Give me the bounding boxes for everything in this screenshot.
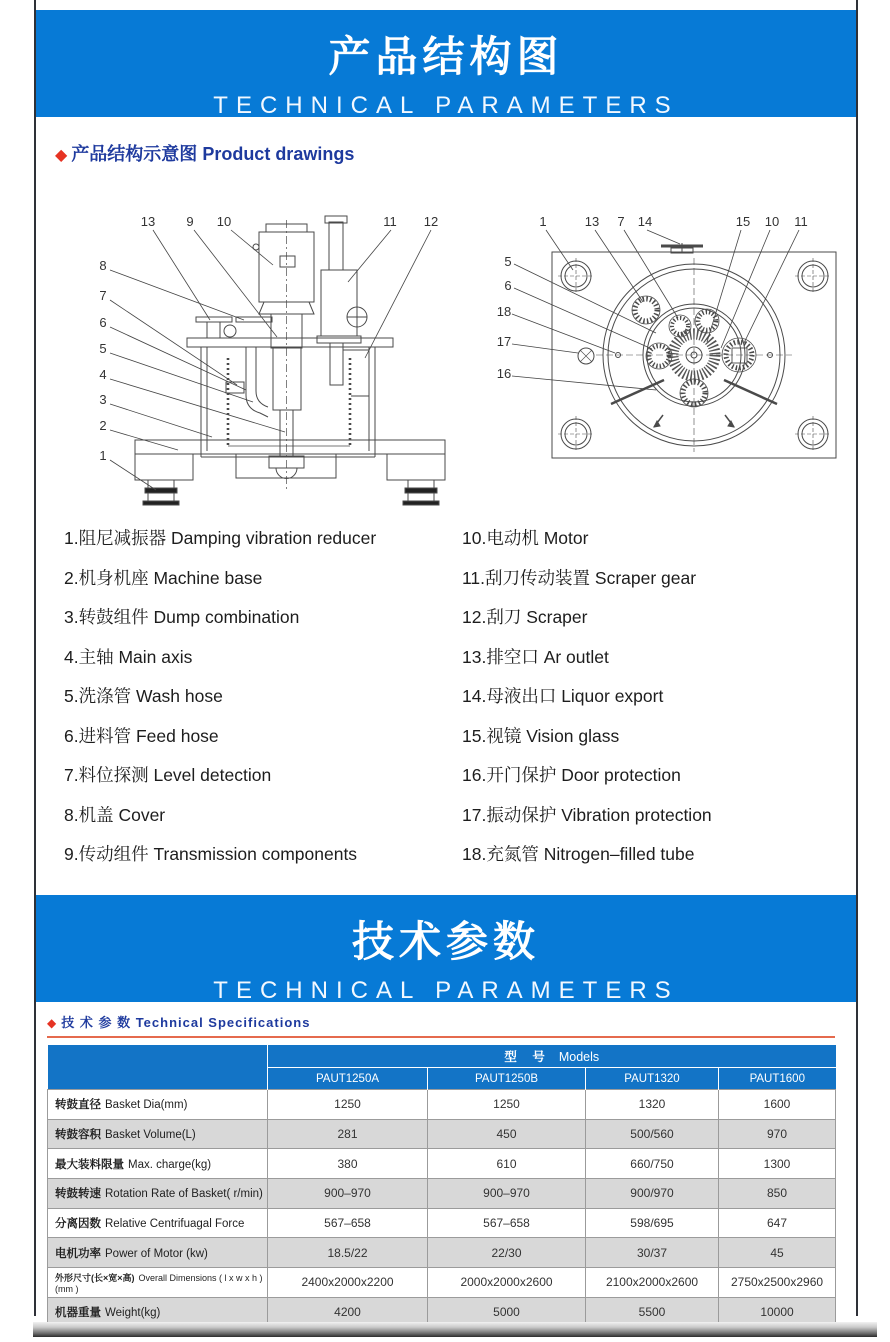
spec-value: 1300 — [719, 1149, 836, 1179]
spec-value: 2750x2500x2960 — [719, 1268, 836, 1298]
spec-value: 1320 — [586, 1090, 719, 1120]
drawing-label: 14 — [637, 214, 653, 229]
spec-value: 45 — [719, 1238, 836, 1268]
part-item: 13.排空口 Ar outlet — [462, 646, 609, 667]
drawing-label: 15 — [735, 214, 751, 229]
top-view-outline — [552, 243, 836, 458]
drawing-label: 7 — [617, 214, 625, 229]
bottom-banner-title-zh: 技术参数 — [351, 918, 540, 965]
spec-label-zh: 最大装料限量 — [55, 1158, 124, 1171]
top-banner-title-zh: 产品结构图 — [328, 33, 564, 80]
drawing-label: 2 — [99, 418, 107, 433]
spec-label-zh: 分离因数 — [55, 1218, 101, 1231]
part-item: 10.电动机 Motor — [462, 528, 589, 549]
spec-value: 647 — [719, 1208, 836, 1238]
spec-value: 610 — [428, 1149, 586, 1179]
diamond-bullet-icon: ◆ — [55, 147, 68, 164]
drawing-label: 1 — [99, 448, 107, 463]
spec-row-label — [48, 1268, 268, 1298]
part-item: 1.阻尼减振器 Damping vibration reducer — [64, 528, 377, 549]
drawing-label: 9 — [186, 214, 194, 229]
spec-label-en: Basket Volume(L) — [105, 1129, 196, 1142]
drawing-label: 7 — [99, 288, 107, 303]
spec-row — [48, 1238, 836, 1268]
top-banner-title-en: TECHNICAL PARAMETERS — [213, 92, 679, 119]
drawing-label: 5 — [99, 341, 107, 356]
part-item: 5.洗涤管 Wash hose — [64, 686, 223, 707]
spec-value: 10000 — [719, 1297, 836, 1327]
part-item: 16.开门保护 Door protection — [462, 765, 681, 786]
spec-value: 900–970 — [268, 1179, 428, 1209]
spec-value: 380 — [268, 1149, 428, 1179]
drawing-label: 5 — [504, 254, 512, 269]
bottom-banner — [36, 895, 856, 1002]
spec-value: 1250 — [428, 1090, 586, 1120]
model-column-header: PAUT1250B — [428, 1068, 586, 1090]
spec-value: 970 — [719, 1119, 836, 1149]
part-item: 15.视镜 Vision glass — [462, 725, 620, 746]
spec-value: 567–658 — [428, 1208, 586, 1238]
models-header-en: Models — [558, 1050, 600, 1064]
damper-foot-left — [143, 480, 179, 505]
spec-value: 18.5/22 — [268, 1238, 428, 1268]
spec-value: 900–970 — [428, 1179, 586, 1209]
drawing-label: 6 — [99, 315, 107, 330]
spec-label-en: Relative Centrifuagal Force — [105, 1218, 245, 1231]
part-item: 7.料位探测 Level detection — [64, 765, 272, 786]
part-item: 6.进料管 Feed hose — [64, 725, 219, 746]
spec-label-zh: 电机功率 — [55, 1247, 101, 1260]
spec-value: 281 — [268, 1119, 428, 1149]
drawing-label: 13 — [584, 214, 600, 229]
model-column-header: PAUT1250A — [268, 1068, 428, 1090]
spec-value: 2400x2000x2200 — [268, 1268, 428, 1298]
parts-list-right — [462, 518, 852, 874]
spec-label-en: Basket Dia(mm) — [105, 1099, 188, 1112]
leader-lines — [110, 230, 431, 490]
part-item: 12.刮刀 Scraper — [462, 607, 588, 628]
spec-label-en: Weight(kg) — [105, 1307, 161, 1320]
spec-value: 1250 — [268, 1090, 428, 1120]
part-item: 11.刮刀传动装置 Scraper gear — [462, 567, 697, 588]
spec-row-label — [48, 1119, 268, 1149]
part-item: 3.转鼓组件 Dump combination — [64, 607, 300, 628]
side-view-drawing — [60, 190, 480, 520]
spec-value: 660/750 — [586, 1149, 719, 1179]
part-item: 18.充氮管 Nitrogen–filled tube — [462, 844, 695, 865]
spec-row-label — [48, 1238, 268, 1268]
spec-value: 567–658 — [268, 1208, 428, 1238]
drawing-label: 11 — [383, 214, 397, 229]
models-header-zh: 型 号 — [504, 1050, 551, 1064]
drawings-heading-en: Product drawings — [197, 144, 355, 164]
spec-row — [48, 1268, 836, 1298]
spec-value: 5000 — [428, 1297, 586, 1327]
part-item: 2.机身机座 Machine base — [64, 567, 263, 588]
spec-value: 1600 — [719, 1090, 836, 1120]
spec-row-label — [48, 1149, 268, 1179]
spec-row — [48, 1179, 836, 1209]
top-view-drawing — [478, 190, 878, 520]
drawing-label: 18 — [496, 304, 512, 319]
spec-row — [48, 1090, 836, 1120]
scraper-gear-outline — [317, 216, 367, 385]
spec-value: 2100x2000x2600 — [586, 1268, 719, 1298]
drawing-label: 10 — [216, 214, 232, 229]
drawing-label: 8 — [99, 258, 107, 273]
spec-value: 500/560 — [586, 1119, 719, 1149]
drawing-label: 6 — [504, 278, 512, 293]
spec-label-zh: 转鼓转速 — [55, 1188, 101, 1201]
spec-row — [48, 1119, 836, 1149]
models-header — [268, 1045, 836, 1068]
spec-value: 850 — [719, 1179, 836, 1209]
page-border-left — [34, 0, 36, 1316]
specs-heading-zh: 技 术 参 数 — [61, 1015, 132, 1030]
specs-heading-en: Technical Specifications — [131, 1015, 311, 1030]
spec-value: 5500 — [586, 1297, 719, 1327]
specs-heading-underline — [47, 1036, 835, 1038]
spec-value: 30/37 — [586, 1238, 719, 1268]
spec-label-en: Power of Motor (kw) — [105, 1247, 208, 1260]
spec-value: 4200 — [268, 1297, 428, 1327]
part-item: 4.主轴 Main axis — [64, 646, 193, 667]
damper-foot-right — [403, 480, 439, 505]
spec-value: 598/695 — [586, 1208, 719, 1238]
spec-label-zh: 转鼓容积 — [55, 1129, 101, 1142]
part-item: 17.振动保护 Vibration protection — [462, 804, 712, 825]
table-corner-cell — [48, 1045, 268, 1090]
spec-row-label — [48, 1208, 268, 1238]
spec-row-label — [48, 1179, 268, 1209]
spec-value: 2000x2000x2600 — [428, 1268, 586, 1298]
drawings-heading-zh: 产品结构示意图 — [71, 144, 198, 164]
spec-value: 450 — [428, 1119, 586, 1149]
spec-label-en: Rotation Rate of Basket( r/min) — [105, 1188, 263, 1201]
bottom-banner-title-en: TECHNICAL PARAMETERS — [213, 977, 679, 1004]
spec-label-en: Max. charge(kg) — [128, 1158, 212, 1171]
part-item: 8.机盖 Cover — [64, 804, 166, 825]
spec-label-en: Overall Dimensions ( l x w x h ) (mm ) — [55, 1272, 263, 1294]
spec-label-zh: 外形尺寸(长×宽×高) — [55, 1272, 135, 1283]
drawing-label: 3 — [99, 392, 107, 407]
diamond-bullet-icon: ◆ — [47, 1016, 58, 1030]
top-banner — [36, 10, 856, 117]
specs-table — [47, 1045, 836, 1328]
drawing-label: 11 — [794, 214, 808, 229]
drawing-label: 13 — [140, 214, 156, 229]
model-column-header: PAUT1320 — [586, 1068, 719, 1090]
spec-row — [48, 1208, 836, 1238]
drawing-label: 12 — [423, 214, 439, 229]
spec-value: 22/30 — [428, 1238, 586, 1268]
parts-list-left — [64, 518, 459, 874]
spec-label-zh: 转鼓直径 — [55, 1099, 101, 1112]
drawing-label: 17 — [496, 334, 512, 349]
spec-row-label — [48, 1090, 268, 1120]
part-item: 14.母液出口 Liquor export — [462, 686, 664, 707]
model-column-header: PAUT1600 — [719, 1068, 836, 1090]
drawings-section-heading — [55, 140, 354, 166]
specs-section-heading — [47, 1012, 310, 1031]
drawing-label: 4 — [99, 367, 107, 382]
drawing-label: 1 — [539, 214, 547, 229]
spec-label-zh: 机器重量 — [55, 1307, 101, 1320]
spec-value: 900/970 — [586, 1179, 719, 1209]
part-item: 9.传动组件 Transmission components — [64, 844, 358, 865]
spec-row — [48, 1149, 836, 1179]
drawing-label: 10 — [764, 214, 780, 229]
bottom-gradient-bar — [33, 1322, 877, 1337]
drawing-label: 16 — [496, 366, 512, 381]
